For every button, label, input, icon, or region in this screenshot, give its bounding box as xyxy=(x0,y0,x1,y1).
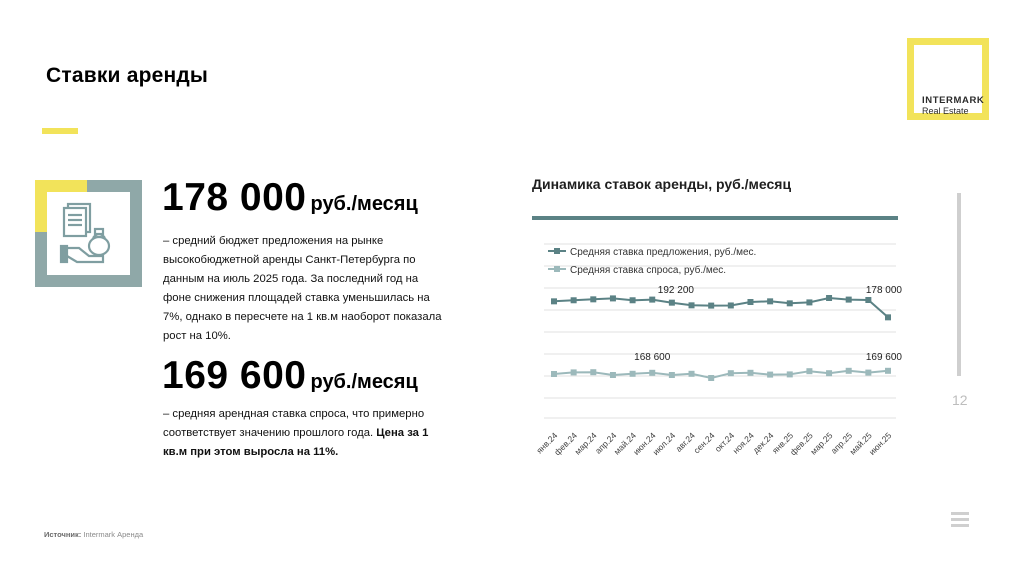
data-point xyxy=(865,370,871,376)
rent-rate-chart xyxy=(530,214,902,484)
x-tick-label: апр.25 xyxy=(828,430,855,456)
demand-rate-unit: руб./месяц xyxy=(310,371,418,393)
x-tick-label: апр.24 xyxy=(592,430,619,456)
data-point xyxy=(885,314,891,320)
source-value: Intermark Аренда xyxy=(83,530,144,539)
offer-budget-unit: руб./месяц xyxy=(310,193,418,215)
data-point xyxy=(806,299,812,305)
data-point xyxy=(865,297,871,303)
data-point xyxy=(630,297,636,303)
demand-rate-value: 169 600 xyxy=(162,354,307,397)
data-point xyxy=(669,372,675,378)
data-point xyxy=(551,298,557,304)
data-point xyxy=(787,371,793,377)
data-label: 168 600 xyxy=(634,352,671,363)
demand-rate-description-text: – средняя арендная ставка спроса, что примерно соответствует значению прошлого года. xyxy=(163,408,425,439)
data-point xyxy=(571,369,577,375)
data-point xyxy=(590,369,596,375)
documents-budget-icon xyxy=(35,180,142,287)
offer-budget-description: – средний бюджет предложения на рынке высокобюджетной аренды Санкт-Петербурга по данным на июль 2025 года. За последний год на фоне снижения площадей ставка уменьшилась на 7%, однако в пересчете на 1 кв.м наоборот показала рост на 10%. xyxy=(163,235,442,342)
x-tick-label: мар.25 xyxy=(808,430,835,457)
x-tick-label: сен.24 xyxy=(691,430,717,456)
data-label: 178 000 xyxy=(865,285,902,296)
data-point xyxy=(708,303,714,309)
intermark-logo xyxy=(907,38,989,120)
data-label: 192 200 xyxy=(657,285,694,296)
menu-icon[interactable] xyxy=(951,512,969,530)
demand-rate-description xyxy=(163,405,448,462)
demand-rate-description-bold: Цена за 1 кв.м при этом выросла на 11%. xyxy=(163,427,429,458)
data-point xyxy=(826,295,832,301)
x-tick-label: янв.25 xyxy=(769,430,796,456)
page-number: 12 xyxy=(952,392,968,408)
source-note xyxy=(44,530,143,539)
data-point xyxy=(630,371,636,377)
logo-line1: INTERMARK xyxy=(922,95,985,106)
legend-marker-0 xyxy=(554,248,560,254)
x-tick-label: июл.24 xyxy=(650,430,678,458)
data-point xyxy=(767,298,773,304)
x-tick-label: окт.24 xyxy=(712,430,737,454)
source-label: Источник: xyxy=(44,530,82,539)
page-title: Ставки аренды xyxy=(46,64,209,87)
data-point xyxy=(846,368,852,374)
side-scroll-indicator xyxy=(957,193,961,376)
data-point xyxy=(747,299,753,305)
demand-rate-metric xyxy=(162,354,418,398)
data-point xyxy=(728,370,734,376)
x-tick-label: июн.25 xyxy=(866,430,894,457)
series-line-1 xyxy=(554,371,888,378)
x-tick-label: дек.24 xyxy=(750,430,776,456)
x-tick-label: фев.24 xyxy=(552,430,580,458)
title-accent-bar xyxy=(42,128,78,134)
data-point xyxy=(571,297,577,303)
x-tick-label: янв.24 xyxy=(534,430,560,456)
x-tick-label: авг.24 xyxy=(673,430,697,454)
data-point xyxy=(649,297,655,303)
offer-budget-metric xyxy=(162,176,418,220)
data-point xyxy=(669,300,675,306)
data-point xyxy=(590,296,596,302)
data-point xyxy=(885,368,891,374)
x-tick-label: мар.24 xyxy=(572,430,599,457)
chart-svg xyxy=(530,214,902,484)
offer-budget-value: 178 000 xyxy=(162,176,307,219)
logo-line2: Real Estate xyxy=(922,106,969,116)
data-point xyxy=(610,295,616,301)
data-point xyxy=(826,370,832,376)
data-point xyxy=(708,375,714,381)
legend-label-1: Средняя ставка спроса, руб./мес. xyxy=(570,265,727,276)
x-tick-label: фев.25 xyxy=(787,430,815,458)
x-tick-label: май.25 xyxy=(847,430,874,457)
data-point xyxy=(787,300,793,306)
data-label: 169 600 xyxy=(865,352,902,363)
chart-title: Динамика ставок аренды, руб./месяц xyxy=(532,176,792,192)
legend-marker-1 xyxy=(554,266,560,272)
data-point xyxy=(728,302,734,308)
data-point xyxy=(689,302,695,308)
chart-header-line xyxy=(532,216,898,220)
data-point xyxy=(747,370,753,376)
data-point xyxy=(846,297,852,303)
x-tick-label: июн.24 xyxy=(631,430,658,457)
data-point xyxy=(649,370,655,376)
data-point xyxy=(767,372,773,378)
data-point xyxy=(806,368,812,374)
legend-label-0: Средняя ставка предложения, руб./мес. xyxy=(570,247,757,258)
data-point xyxy=(689,371,695,377)
series-line-0 xyxy=(554,298,888,317)
x-tick-label: ноя.24 xyxy=(730,430,756,456)
data-point xyxy=(610,372,616,378)
data-point xyxy=(551,371,557,377)
x-tick-label: май.24 xyxy=(611,430,639,457)
